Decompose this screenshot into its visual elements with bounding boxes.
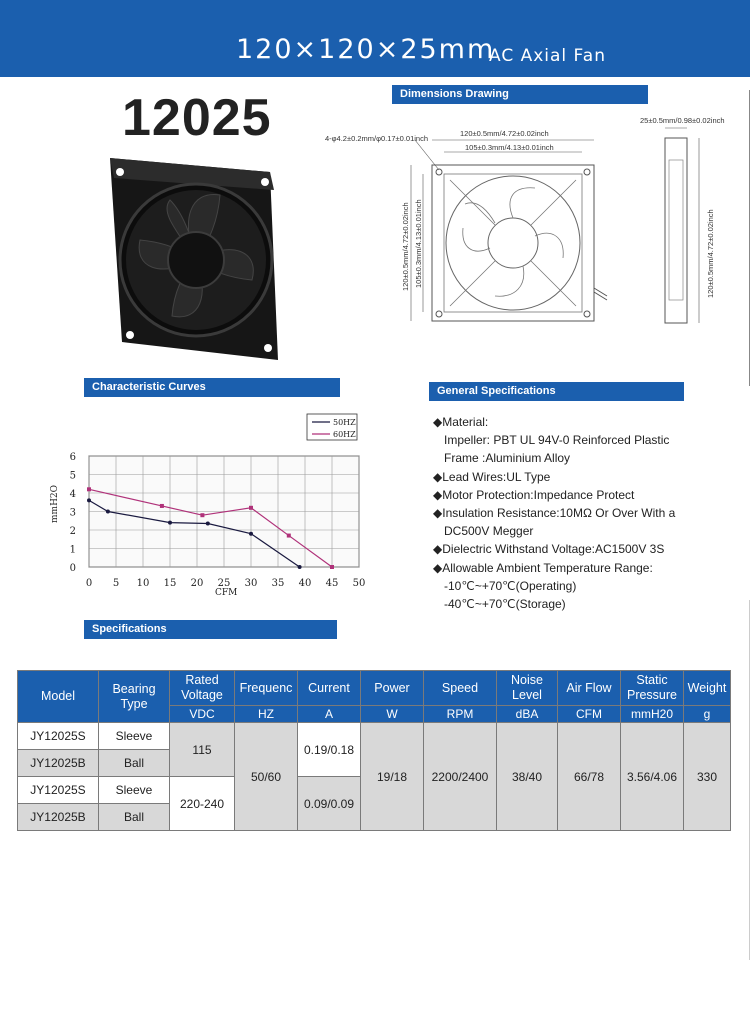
spec-item: Frame :Aluminium Alloy xyxy=(444,451,571,466)
unit-cell: W xyxy=(361,706,424,723)
chart-point xyxy=(249,506,253,510)
dim-depth-label: 25±0.5mm/0.98±0.02inch xyxy=(640,116,725,125)
unit-cell: A xyxy=(298,706,361,723)
dim-inner-width-label: 105±0.3mm/4.13±0.01inch xyxy=(465,143,554,152)
pressure-cell: 3.56/4.06 xyxy=(621,723,684,831)
chart-xtick-label: 50 xyxy=(352,578,366,589)
chart-ylabel: mmH2O xyxy=(50,484,60,523)
chart-point xyxy=(206,522,210,526)
fan-product-image xyxy=(100,150,285,370)
chart-xtick-label: 10 xyxy=(136,578,150,589)
bullet-diamond-icon: ◆ xyxy=(433,560,443,575)
col-voltage: Rated Voltage xyxy=(170,671,235,706)
voltage-cell: 115 xyxy=(170,723,235,777)
unit-cell: g xyxy=(684,706,731,723)
chart-xtick-label: 20 xyxy=(190,578,204,589)
unit-cell: HZ xyxy=(235,706,298,723)
model-cell: JY12025B xyxy=(18,804,99,831)
dim-side-height-label: 120±0.5mm/4.72±0.02inch xyxy=(706,209,715,298)
chart-ytick-label: 5 xyxy=(69,470,76,482)
chart-xtick-label: 35 xyxy=(271,578,285,589)
unit-cell: dBA xyxy=(497,706,558,723)
dimensions-drawing xyxy=(325,108,745,328)
chart-point xyxy=(200,513,204,517)
current-cell: 0.19/0.18 xyxy=(298,723,361,777)
spec-item: ◆Motor Protection:Impedance Protect xyxy=(433,487,635,502)
spec-item: DC500V Megger xyxy=(444,524,534,539)
bearing-cell: Sleeve xyxy=(99,777,170,804)
frequency-cell: 50/60 xyxy=(235,723,298,831)
weight-cell: 330 xyxy=(684,723,731,831)
characteristic-curves-chart xyxy=(50,405,380,605)
model-cell: JY12025S xyxy=(18,723,99,750)
chart-ytick-label: 1 xyxy=(69,544,76,556)
bearing-cell: Sleeve xyxy=(99,723,170,750)
chart-ytick-label: 2 xyxy=(69,526,76,537)
spec-item: -10℃~+70℃(Operating) xyxy=(444,578,577,593)
spec-item: ◆Material: xyxy=(433,415,489,429)
spec-item: -40℃~+70℃(Storage) xyxy=(444,597,566,612)
model-number: 12025 xyxy=(122,89,272,147)
unit-cell: CFM xyxy=(558,706,621,723)
col-airflow: Air Flow xyxy=(558,671,621,706)
chart-xlabel: CFM xyxy=(215,588,238,598)
bearing-cell: Ball xyxy=(99,750,170,777)
chart-point xyxy=(298,565,302,569)
table-row xyxy=(18,723,731,750)
unit-cell: mmH20 xyxy=(621,706,684,723)
section-characteristic-curves: Characteristic Curves xyxy=(84,378,340,397)
col-model: Model xyxy=(18,671,99,723)
chart-ytick-label: 6 xyxy=(69,452,76,463)
noise-cell: 38/40 xyxy=(497,723,558,831)
col-pressure: Static Pressure xyxy=(621,671,684,706)
header-banner xyxy=(0,0,750,77)
table-header-row xyxy=(18,671,731,706)
chart-point xyxy=(249,532,253,536)
bullet-diamond-icon: ◆ xyxy=(433,542,443,557)
spec-item: ◆Insulation Resistance:10MΩ Or Over With a xyxy=(433,506,676,521)
bearing-cell: Ball xyxy=(99,804,170,831)
dim-outer-width-label: 120±0.5mm/4.72±0.02inch xyxy=(460,129,549,138)
unit-cell: VDC xyxy=(170,706,235,723)
model-cell: JY12025S xyxy=(18,777,99,804)
bullet-diamond-icon: ◆ xyxy=(433,469,443,484)
spec-item: ◆Dielectric Withstand Voltage:AC1500V 3S xyxy=(433,542,665,557)
spec-item: ◆Lead Wires:UL Type xyxy=(433,469,551,484)
chart-xtick-label: 0 xyxy=(85,578,93,589)
airflow-cell: 66/78 xyxy=(558,723,621,831)
dim-hole-label: 4-φ4.2±0.2mm/φ0.17±0.01inch xyxy=(325,134,429,143)
current-cell: 0.09/0.09 xyxy=(298,777,361,831)
chart-point xyxy=(87,487,91,491)
chart-point xyxy=(330,565,334,569)
bullet-diamond-icon: ◆ xyxy=(433,415,443,429)
chart-point xyxy=(87,498,91,502)
chart-ytick-label: 3 xyxy=(69,507,76,519)
section-specifications: Specifications xyxy=(84,620,337,639)
col-frequency: Frequenc xyxy=(235,671,298,706)
model-cell: JY12025B xyxy=(18,750,99,777)
chart-ytick-label: 0 xyxy=(69,563,76,574)
size-title: 120×120×25mm xyxy=(236,34,496,65)
col-weight: Weight xyxy=(684,671,731,706)
chart-xtick-label: 30 xyxy=(244,578,258,589)
unit-cell: RPM xyxy=(424,706,497,723)
chart-point xyxy=(106,510,110,514)
chart-xtick-label: 45 xyxy=(325,578,339,589)
chart-point xyxy=(160,504,164,508)
section-dimensions-drawing: Dimensions Drawing xyxy=(392,85,648,104)
col-speed: Speed xyxy=(424,671,497,706)
product-type-title: AC Axial Fan xyxy=(489,46,606,66)
col-noise: Noise Level xyxy=(497,671,558,706)
dim-outer-height-label: 120±0.5mm/4.72±0.02inch xyxy=(401,202,410,291)
chart-ytick-label: 4 xyxy=(69,489,76,500)
spec-item: ◆Allowable Ambient Temperature Range: xyxy=(433,560,653,575)
power-cell: 19/18 xyxy=(361,723,424,831)
section-general-specifications: General Specifications xyxy=(429,382,684,401)
bullet-diamond-icon: ◆ xyxy=(433,506,443,521)
col-bearing: Bearing Type xyxy=(99,671,170,723)
chart-legend-label: 60HZ xyxy=(333,430,356,439)
spec-item: Impeller: PBT UL 94V-0 Reinforced Plastic xyxy=(444,433,670,448)
col-power: Power xyxy=(361,671,424,706)
dim-inner-height-label: 105±0.3mm/4.13±0.01inch xyxy=(414,199,423,288)
chart-xtick-label: 15 xyxy=(163,578,177,589)
col-current: Current xyxy=(298,671,361,706)
chart-xtick-label: 40 xyxy=(298,578,312,589)
bullet-diamond-icon: ◆ xyxy=(433,487,443,502)
chart-point xyxy=(168,521,172,525)
speed-cell: 2200/2400 xyxy=(424,723,497,831)
chart-legend-label: 50HZ xyxy=(333,418,356,427)
chart-xtick-label: 5 xyxy=(112,578,120,589)
chart-xtick-label: 25 xyxy=(217,578,231,589)
specifications-table xyxy=(17,670,731,831)
voltage-cell: 220-240 xyxy=(170,777,235,831)
chart-point xyxy=(287,534,291,538)
general-specifications-list xyxy=(433,413,675,613)
